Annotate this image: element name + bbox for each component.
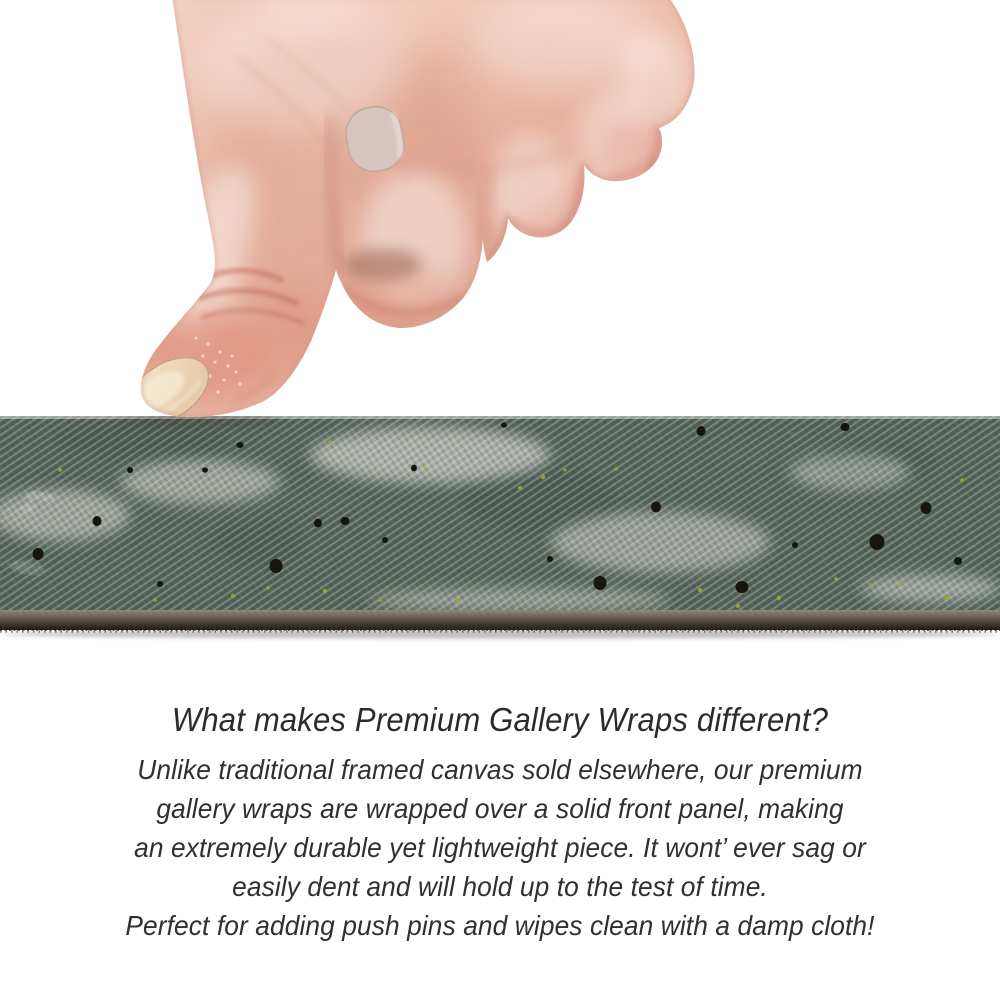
hand-shading	[116, 0, 695, 438]
info-body-line: easily dent and will hold up to the test of time.	[232, 871, 768, 902]
info-body-line: gallery wraps are wrapped over a solid front panel, making	[156, 793, 844, 824]
canvas-texture	[0, 414, 1000, 612]
hand-pressing-thumb	[116, 0, 695, 438]
info-body-line: an extremely durable yet lightweight piece. It wont’ ever sag or	[134, 832, 866, 863]
info-body-line: Perfect for adding push pins and wipes clean with a damp cloth!	[125, 910, 875, 941]
info-heading: What makes Premium Gallery Wraps different?	[171, 701, 829, 738]
canvas-edge	[0, 610, 1000, 632]
canvas-wrap-edge-strip	[0, 414, 1000, 639]
fingertip-shadow	[345, 249, 421, 281]
info-body-line: Unlike traditional framed canvas sold elsewhere, our premium	[137, 754, 863, 785]
panel-shadow	[2, 630, 998, 639]
info-text-block	[30, 698, 970, 945]
